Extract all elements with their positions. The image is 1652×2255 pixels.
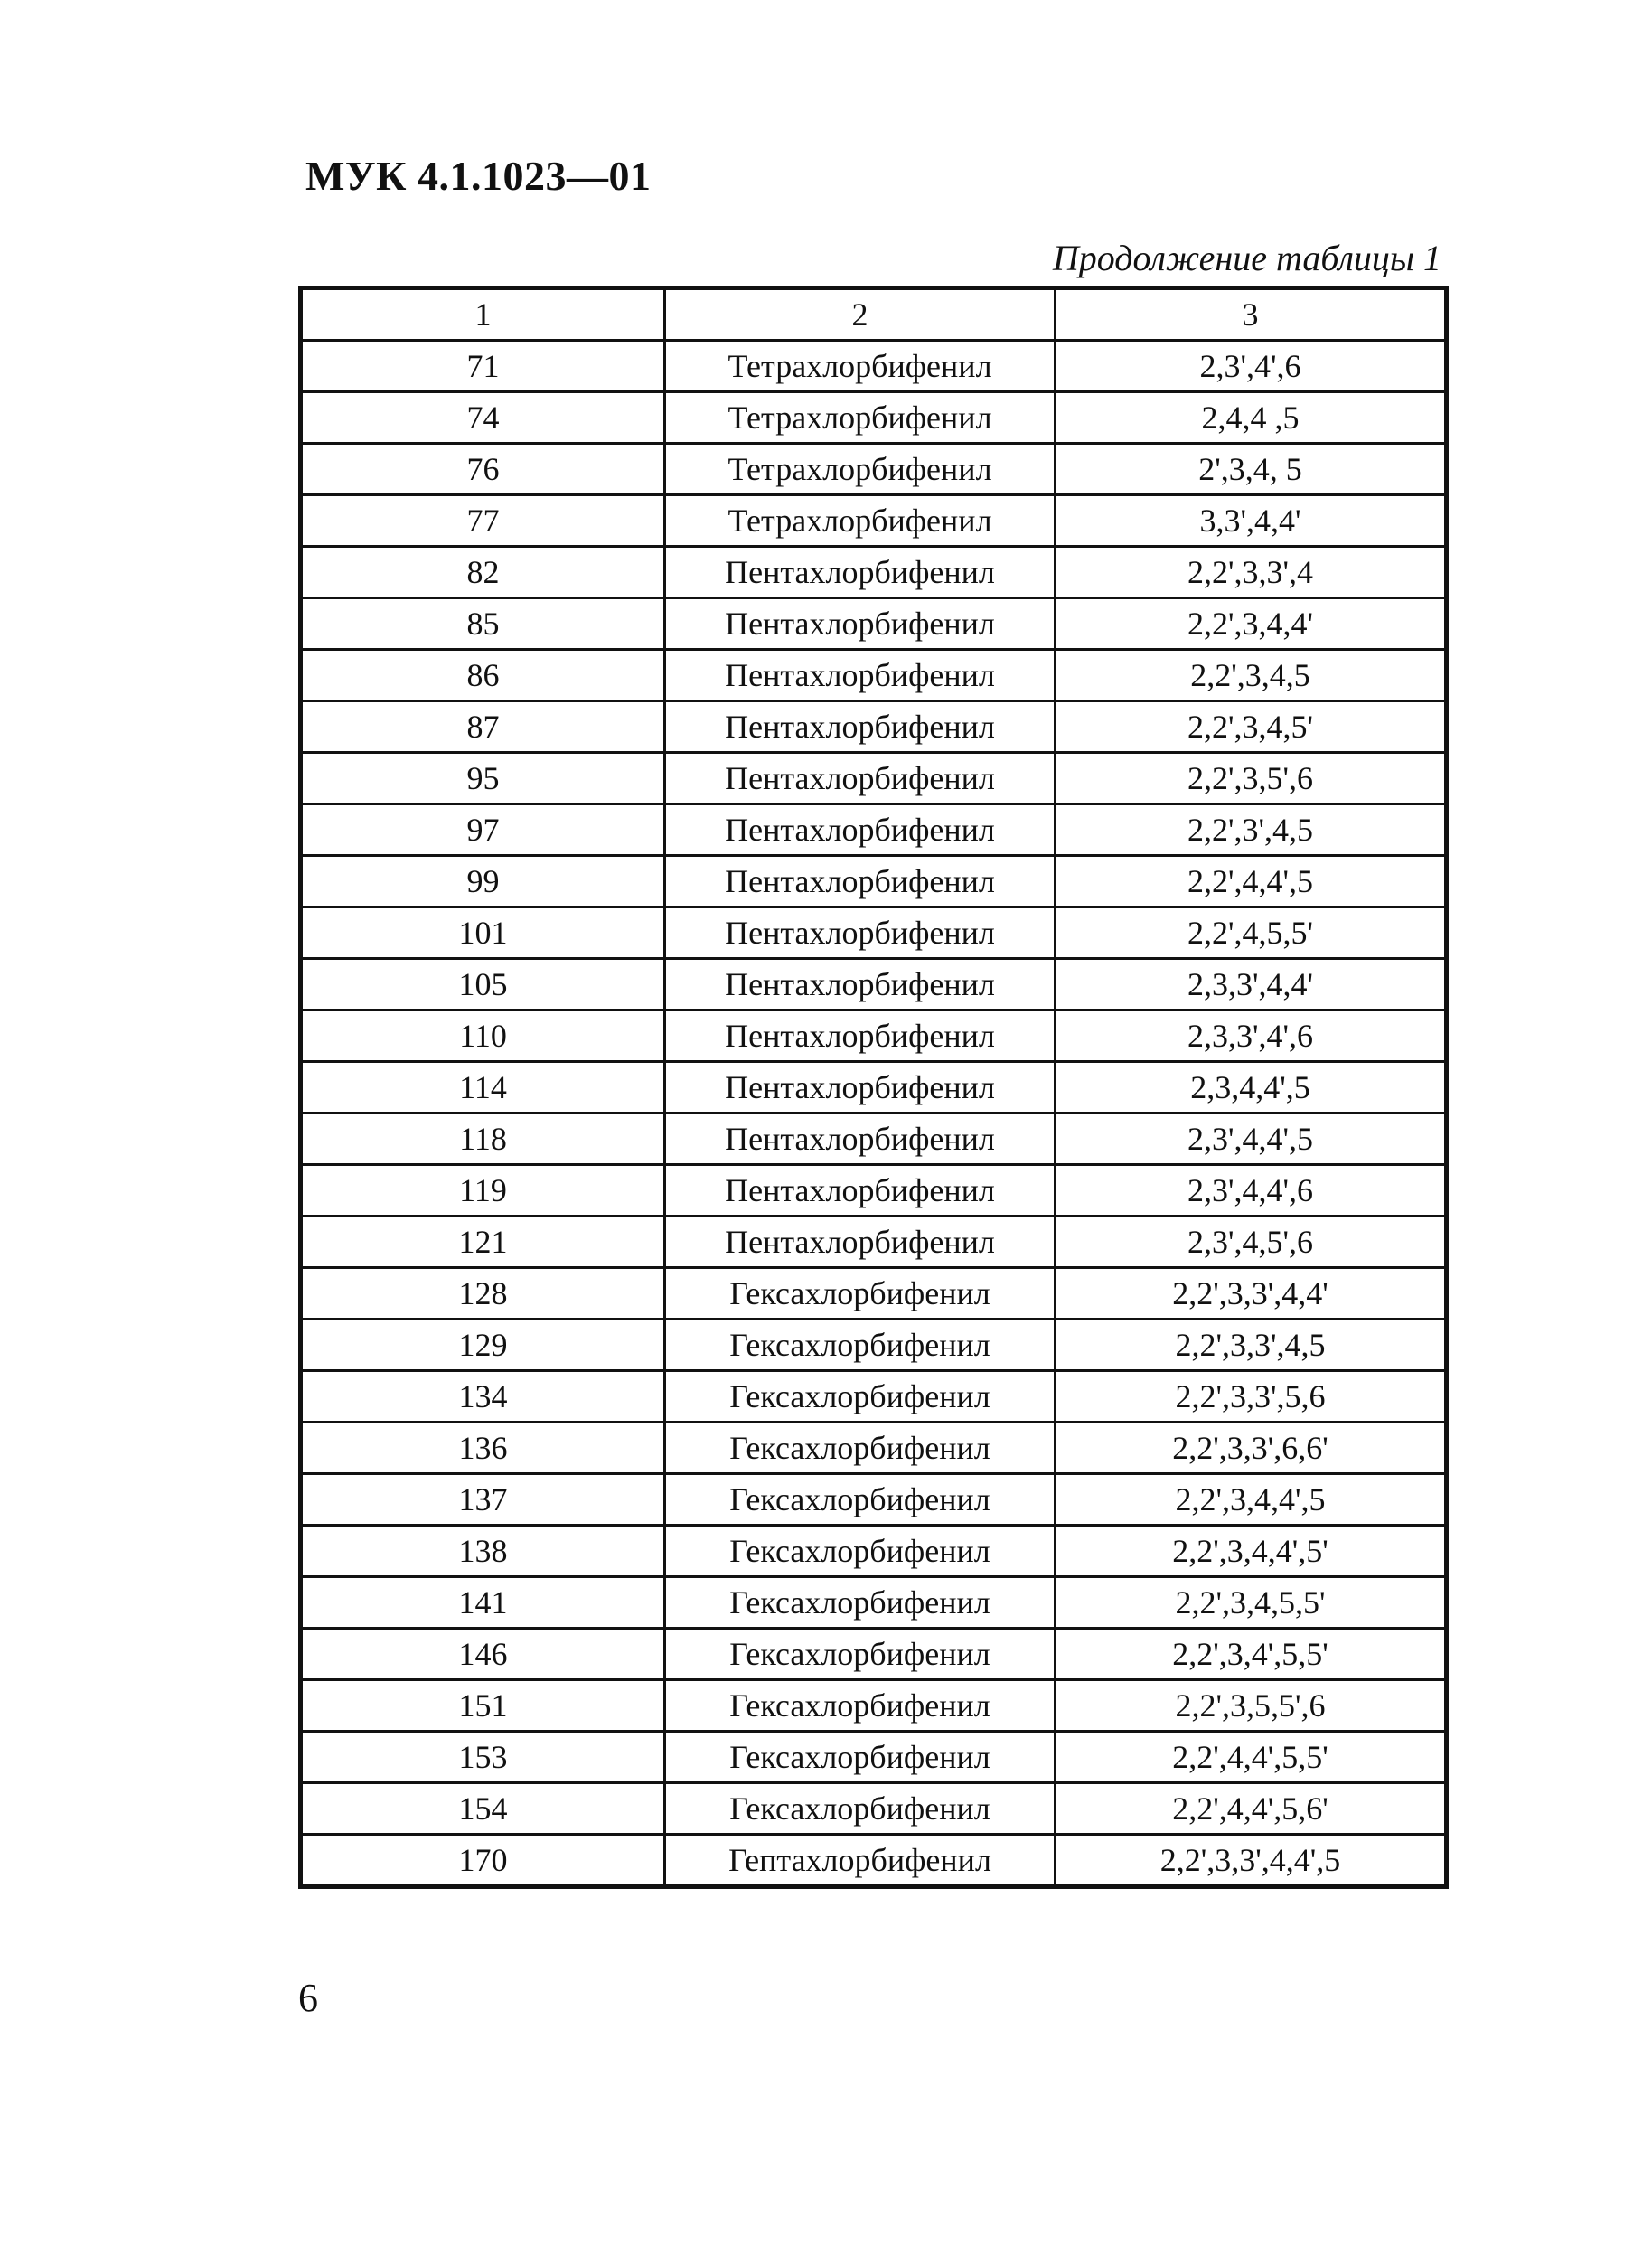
congener-number-cell: 121: [301, 1217, 665, 1268]
table-row: [301, 650, 1447, 701]
chlorine-positions-cell: 2,2',3,3',4: [1056, 547, 1447, 598]
compound-name-cell: Гексахлорбифенил: [665, 1371, 1056, 1423]
chlorine-positions-cell: 2,2',3,5,5',6: [1056, 1680, 1447, 1732]
chlorine-positions-cell: 2,2',3,3',4,5: [1056, 1320, 1447, 1371]
chlorine-positions-cell: 2,3',4,5',6: [1056, 1217, 1447, 1268]
compound-name-cell: Гексахлорбифенил: [665, 1680, 1056, 1732]
chlorine-positions-cell: 2,3,3',4,4': [1056, 959, 1447, 1010]
chlorine-positions-cell: 2,3',4',6: [1056, 341, 1447, 392]
congener-number-cell: 82: [301, 547, 665, 598]
chlorine-positions-cell: 2,3',4,4',5: [1056, 1113, 1447, 1165]
table-row: [301, 856, 1447, 907]
chlorine-positions-cell: 2,2',4,5,5': [1056, 907, 1447, 959]
compound-name-cell: Пентахлорбифенил: [665, 598, 1056, 650]
compound-name-cell: Тетрахлорбифенил: [665, 392, 1056, 444]
table-row: [301, 1577, 1447, 1629]
compound-name-cell: Гексахлорбифенил: [665, 1423, 1056, 1474]
compound-name-cell: Пентахлорбифенил: [665, 856, 1056, 907]
table-row: [301, 1268, 1447, 1320]
compound-name-cell: Гексахлорбифенил: [665, 1474, 1056, 1526]
chlorine-positions-cell: 2,2',3,3',4,4',5: [1056, 1835, 1447, 1887]
column-header-3: 3: [1056, 288, 1447, 341]
compound-name-cell: Пентахлорбифенил: [665, 1010, 1056, 1062]
chlorine-positions-cell: 2,2',3,3',6,6': [1056, 1423, 1447, 1474]
chlorine-positions-cell: 2,2',3,3',5,6: [1056, 1371, 1447, 1423]
chlorine-positions-cell: 2,2',3,4,4',5': [1056, 1526, 1447, 1577]
compound-name-cell: Пентахлорбифенил: [665, 1165, 1056, 1217]
table-row: [301, 547, 1447, 598]
table-header-row: [301, 288, 1447, 341]
table-row: [301, 1217, 1447, 1268]
congener-number-cell: 114: [301, 1062, 665, 1113]
table-row: [301, 444, 1447, 495]
chlorine-positions-cell: 2,2',3,4,4',5: [1056, 1474, 1447, 1526]
congener-number-cell: 105: [301, 959, 665, 1010]
compound-name-cell: Гексахлорбифенил: [665, 1732, 1056, 1783]
congener-number-cell: 76: [301, 444, 665, 495]
congener-table: [298, 286, 1449, 1889]
chlorine-positions-cell: 2,4,4 ,5: [1056, 392, 1447, 444]
chlorine-positions-cell: 2,2',3,4,5': [1056, 701, 1447, 753]
congener-number-cell: 170: [301, 1835, 665, 1887]
compound-name-cell: Тетрахлорбифенил: [665, 341, 1056, 392]
chlorine-positions-cell: 2,2',4,4',5,6': [1056, 1783, 1447, 1835]
table-row: [301, 1732, 1447, 1783]
compound-name-cell: Тетрахлорбифенил: [665, 495, 1056, 547]
compound-name-cell: Гексахлорбифенил: [665, 1320, 1056, 1371]
congener-number-cell: 71: [301, 341, 665, 392]
table-row: [301, 804, 1447, 856]
compound-name-cell: Гексахлорбифенил: [665, 1783, 1056, 1835]
table-row: [301, 1320, 1447, 1371]
compound-name-cell: Гексахлорбифенил: [665, 1577, 1056, 1629]
chlorine-positions-cell: 2,2',3,4,4': [1056, 598, 1447, 650]
congener-number-cell: 99: [301, 856, 665, 907]
compound-name-cell: Пентахлорбифенил: [665, 650, 1056, 701]
chlorine-positions-cell: 2,3',4,4',6: [1056, 1165, 1447, 1217]
compound-name-cell: Пентахлорбифенил: [665, 1217, 1056, 1268]
congener-number-cell: 85: [301, 598, 665, 650]
chlorine-positions-cell: 2',3,4, 5: [1056, 444, 1447, 495]
congener-number-cell: 77: [301, 495, 665, 547]
table-row: [301, 598, 1447, 650]
table-row: [301, 1783, 1447, 1835]
chlorine-positions-cell: 2,2',3,5',6: [1056, 753, 1447, 804]
compound-name-cell: Пентахлорбифенил: [665, 959, 1056, 1010]
chlorine-positions-cell: 2,2',3',4,5: [1056, 804, 1447, 856]
congener-number-cell: 86: [301, 650, 665, 701]
chlorine-positions-cell: 2,2',3,4,5: [1056, 650, 1447, 701]
page-number: 6: [298, 1976, 318, 2020]
table-row: [301, 1680, 1447, 1732]
congener-number-cell: 153: [301, 1732, 665, 1783]
compound-name-cell: Пентахлорбифенил: [665, 701, 1056, 753]
table-row: [301, 907, 1447, 959]
chlorine-positions-cell: 2,2',3,3',4,4': [1056, 1268, 1447, 1320]
column-header-2: 2: [665, 288, 1056, 341]
congener-number-cell: 141: [301, 1577, 665, 1629]
congener-number-cell: 151: [301, 1680, 665, 1732]
compound-name-cell: Пентахлорбифенил: [665, 804, 1056, 856]
compound-name-cell: Пентахлорбифенил: [665, 1062, 1056, 1113]
table-caption: Продолжение таблицы 1: [1052, 238, 1441, 278]
chlorine-positions-cell: 2,3,3',4',6: [1056, 1010, 1447, 1062]
congener-number-cell: 129: [301, 1320, 665, 1371]
compound-name-cell: Пентахлорбифенил: [665, 547, 1056, 598]
table-row: [301, 1526, 1447, 1577]
congener-number-cell: 136: [301, 1423, 665, 1474]
table-row: [301, 701, 1447, 753]
congener-number-cell: 87: [301, 701, 665, 753]
compound-name-cell: Пентахлорбифенил: [665, 1113, 1056, 1165]
chlorine-positions-cell: 2,2',3,4',5,5': [1056, 1629, 1447, 1680]
column-header-1: 1: [301, 288, 665, 341]
compound-name-cell: Гептахлорбифенил: [665, 1835, 1056, 1887]
chlorine-positions-cell: 2,3,4,4',5: [1056, 1062, 1447, 1113]
congener-number-cell: 146: [301, 1629, 665, 1680]
table-body: [301, 341, 1447, 1887]
chlorine-positions-cell: 2,2',3,4,5,5': [1056, 1577, 1447, 1629]
table-row: [301, 1010, 1447, 1062]
chlorine-positions-cell: 3,3',4,4': [1056, 495, 1447, 547]
congener-number-cell: 118: [301, 1113, 665, 1165]
table-row: [301, 1629, 1447, 1680]
table-row: [301, 1062, 1447, 1113]
congener-number-cell: 119: [301, 1165, 665, 1217]
congener-number-cell: 134: [301, 1371, 665, 1423]
congener-number-cell: 95: [301, 753, 665, 804]
congener-number-cell: 101: [301, 907, 665, 959]
table-row: [301, 959, 1447, 1010]
congener-number-cell: 110: [301, 1010, 665, 1062]
congener-number-cell: 154: [301, 1783, 665, 1835]
congener-number-cell: 128: [301, 1268, 665, 1320]
chlorine-positions-cell: 2,2',4,4',5: [1056, 856, 1447, 907]
congener-number-cell: 137: [301, 1474, 665, 1526]
congener-number-cell: 97: [301, 804, 665, 856]
table-row: [301, 341, 1447, 392]
compound-name-cell: Пентахлорбифенил: [665, 907, 1056, 959]
compound-name-cell: Гексахлорбифенил: [665, 1526, 1056, 1577]
compound-name-cell: Гексахлорбифенил: [665, 1629, 1056, 1680]
compound-name-cell: Пентахлорбифенил: [665, 753, 1056, 804]
compound-name-cell: Гексахлорбифенил: [665, 1268, 1056, 1320]
table-row: [301, 1165, 1447, 1217]
table-row: [301, 1423, 1447, 1474]
table-row: [301, 1371, 1447, 1423]
table-row: [301, 495, 1447, 547]
table-row: [301, 753, 1447, 804]
document-code-header: МУК 4.1.1023—01: [305, 153, 652, 199]
table-row: [301, 392, 1447, 444]
table-row: [301, 1835, 1447, 1887]
table-row: [301, 1474, 1447, 1526]
congener-number-cell: 138: [301, 1526, 665, 1577]
congener-number-cell: 74: [301, 392, 665, 444]
chlorine-positions-cell: 2,2',4,4',5,5': [1056, 1732, 1447, 1783]
table-row: [301, 1113, 1447, 1165]
compound-name-cell: Тетрахлорбифенил: [665, 444, 1056, 495]
